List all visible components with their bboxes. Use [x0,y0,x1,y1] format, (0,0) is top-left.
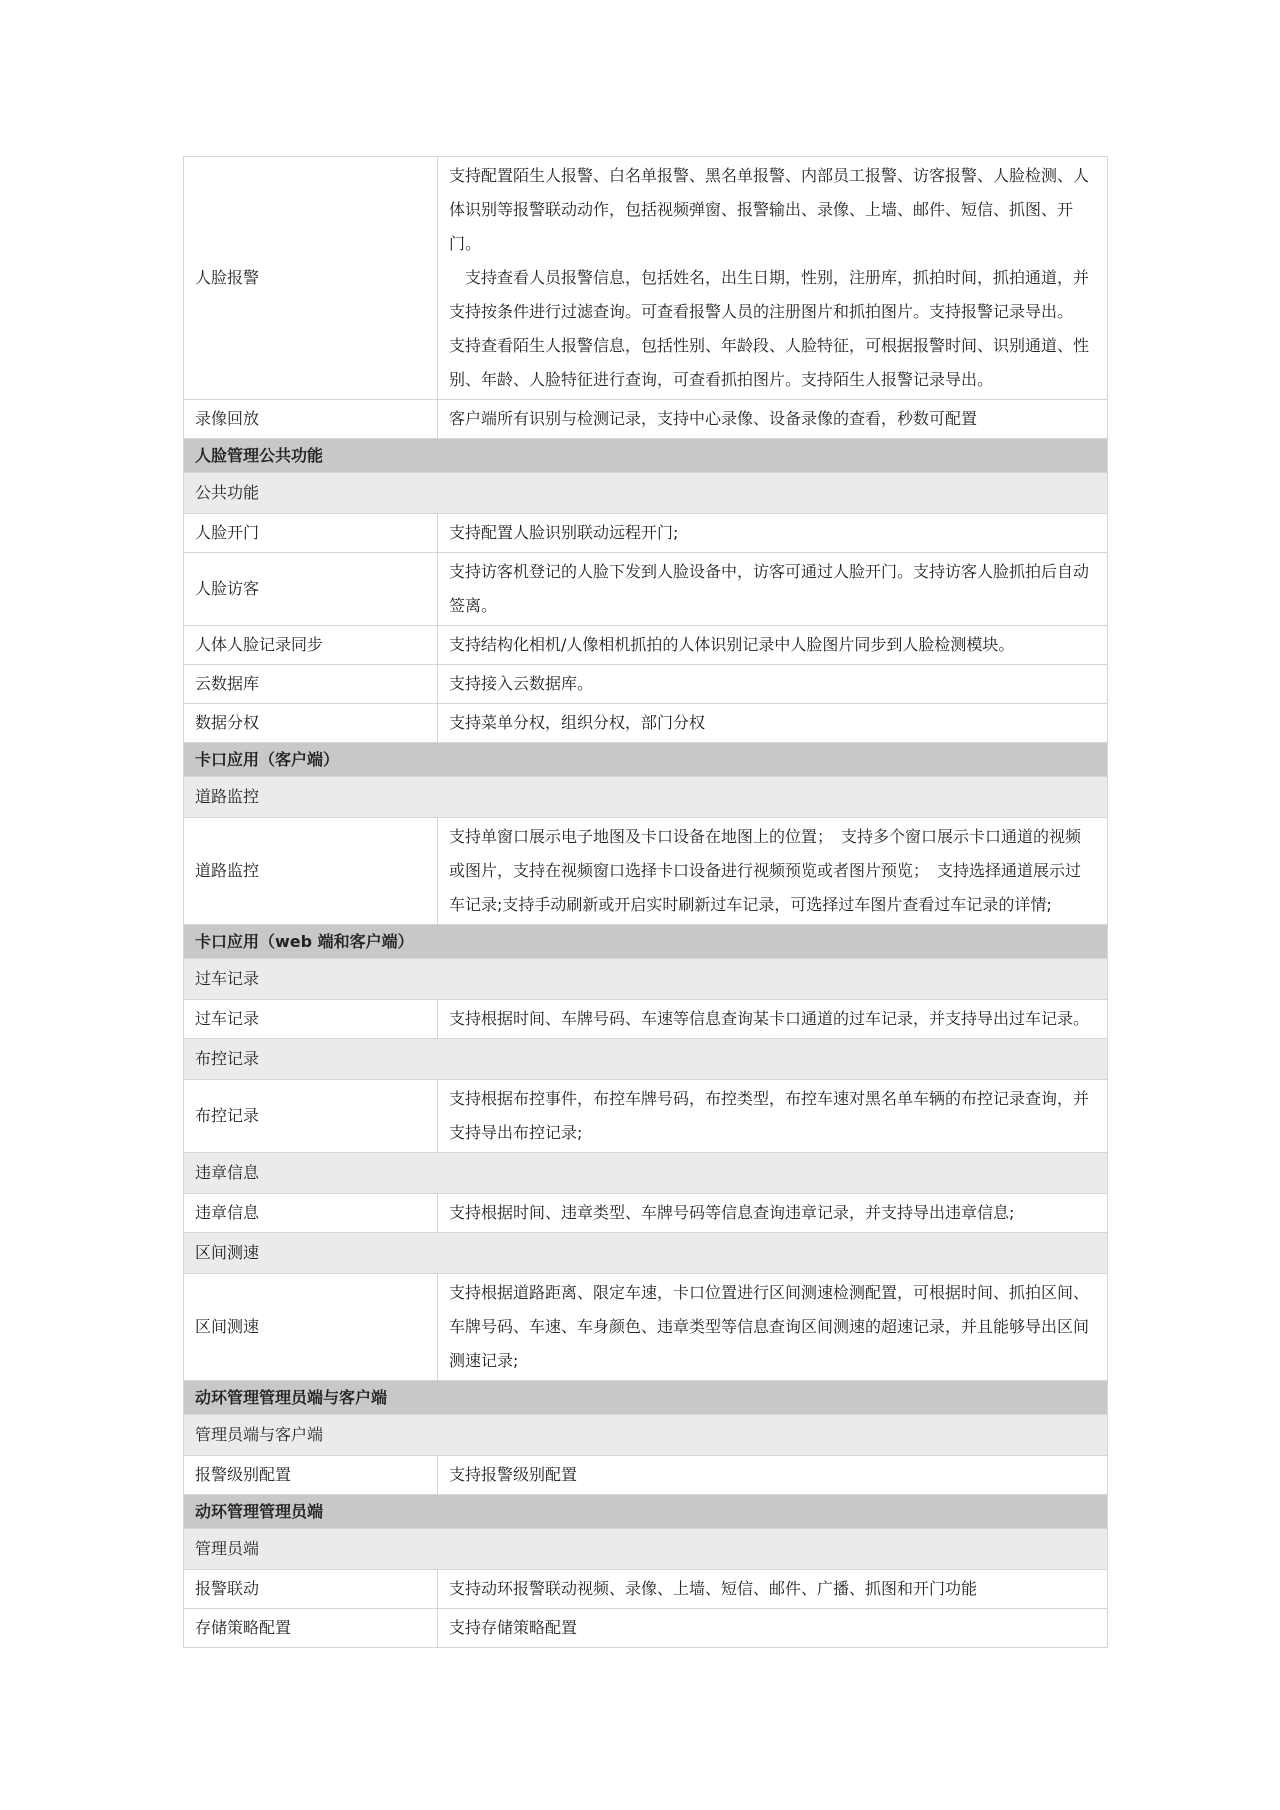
description-paragraph: 支持报警级别配置 [449,1465,578,1484]
subsection-title: 道路监控 [184,777,1108,818]
table-row [184,514,1108,553]
row-description [438,704,1108,743]
row-description [438,665,1108,704]
row-description [438,1080,1108,1153]
table-row [184,553,1108,626]
row-label: 云数据库 [184,665,438,704]
row-description [438,1000,1108,1039]
description-paragraph: 客户端所有识别与检测记录，支持中心录像、设备录像的查看，秒数可配置 [449,409,978,428]
row-description [438,514,1108,553]
row-description [438,1194,1108,1233]
row-label: 违章信息 [184,1194,438,1233]
subsection-header-row [184,959,1108,1000]
section-title: 卡口应用（web 端和客户端） [184,925,1108,959]
section-header-row [184,439,1108,473]
row-label: 录像回放 [184,400,438,439]
row-label: 人脸访客 [184,553,438,626]
row-description [438,400,1108,439]
table-row [184,665,1108,704]
spec-table-body [184,157,1108,1648]
description-paragraph: 支持存储策略配置 [449,1618,578,1637]
description-paragraph: 支持配置人脸识别联动远程开门; [449,523,679,542]
section-header-row [184,743,1108,777]
description-paragraph: 支持根据道路距离、限定车速，卡口位置进行区间测速检测配置，可根据时间、抓拍区间、车牌号码、车速、车身颜色、违章类型等信息查询区间测速的超速记录，并且能够导出区间测速记录; [449,1283,1090,1370]
subsection-header-row [184,1529,1108,1570]
description-paragraph: 支持动环报警联动视频、录像、上墙、短信、邮件、广播、抓图和开门功能 [449,1579,978,1598]
description-paragraph: 支持结构化相机/人像相机抓拍的人体识别记录中人脸图片同步到人脸检测模块。 [449,635,1015,654]
table-row [184,1570,1108,1609]
table-row [184,704,1108,743]
table-row [184,1000,1108,1039]
subsection-title: 管理员端与客户端 [184,1415,1108,1456]
spec-table [183,156,1108,1648]
subsection-title: 公共功能 [184,473,1108,514]
table-row [184,1609,1108,1648]
row-label: 人脸开门 [184,514,438,553]
section-header-row [184,1495,1108,1529]
row-description [438,157,1108,400]
row-label: 道路监控 [184,818,438,925]
table-row [184,1456,1108,1495]
subsection-title: 违章信息 [184,1153,1108,1194]
document-page [183,156,1107,1648]
subsection-title: 过车记录 [184,959,1108,1000]
description-paragraph: 支持查看陌生人报警信息，包括性别、年龄段、人脸特征，可根据报警时间、识别通道、性别、年龄、人脸特征进行查询，可查看抓拍图片。支持陌生人报警记录导出。 [449,336,1090,389]
row-description [438,1570,1108,1609]
subsection-header-row [184,1153,1108,1194]
table-row [184,818,1108,925]
row-description [438,626,1108,665]
description-paragraph: 支持根据布控事件，布控车牌号码，布控类型，布控车速对黑名单车辆的布控记录查询，并支持导出布控记录; [449,1089,1090,1142]
section-title: 人脸管理公共功能 [184,439,1108,473]
section-title: 卡口应用（客户端） [184,743,1108,777]
section-header-row [184,1381,1108,1415]
table-row [184,1274,1108,1381]
row-description [438,818,1108,925]
section-title: 动环管理管理员端 [184,1495,1108,1529]
row-label: 区间测速 [184,1274,438,1381]
subsection-title: 布控记录 [184,1039,1108,1080]
row-label: 报警级别配置 [184,1456,438,1495]
description-paragraph: 支持查看人员报警信息，包括姓名，出生日期，性别，注册库，抓拍时间，抓拍通道，并支持按条件进行过滤查询。可查看报警人员的注册图片和抓拍图片。支持报警记录导出。 [449,268,1090,321]
description-paragraph: 支持配置陌生人报警、白名单报警、黑名单报警、内部员工报警、访客报警、人脸检测、人体识别等报警联动动作，包括视频弹窗、报警输出、录像、上墙、邮件、短信、抓图、开门。 [449,166,1090,253]
row-label: 人脸报警 [184,157,438,400]
row-description [438,1609,1108,1648]
description-paragraph: 支持单窗口展示电子地图及卡口设备在地图上的位置； 支持多个窗口展示卡口通道的视频或图片，支持在视频窗口选择卡口设备进行视频预览或者图片预览； 支持选择通道展示过车记录;支持手动刷新或开启实时刷新过车记录，可选择过车图片查看过车记录的详情; [449,827,1082,914]
row-label: 存储策略配置 [184,1609,438,1648]
table-row [184,1080,1108,1153]
description-paragraph: 支持根据时间、车牌号码、车速等信息查询某卡口通道的过车记录，并支持导出过车记录。 [449,1009,1090,1028]
subsection-title: 区间测速 [184,1233,1108,1274]
row-label: 人体人脸记录同步 [184,626,438,665]
subsection-header-row [184,473,1108,514]
description-paragraph: 支持菜单分权，组织分权，部门分权 [449,713,706,732]
row-label: 布控记录 [184,1080,438,1153]
section-header-row [184,925,1108,959]
subsection-header-row [184,1233,1108,1274]
description-paragraph: 支持接入云数据库。 [449,674,594,693]
row-description [438,553,1108,626]
row-label: 数据分权 [184,704,438,743]
row-label: 过车记录 [184,1000,438,1039]
subsection-header-row [184,1415,1108,1456]
description-paragraph: 支持根据时间、违章类型、车牌号码等信息查询违章记录，并支持导出违章信息; [449,1203,1015,1222]
subsection-header-row [184,1039,1108,1080]
subsection-title: 管理员端 [184,1529,1108,1570]
row-label: 报警联动 [184,1570,438,1609]
description-paragraph: 支持访客机登记的人脸下发到人脸设备中，访客可通过人脸开门。支持访客人脸抓拍后自动签离。 [449,562,1090,615]
table-row [184,157,1108,400]
section-title: 动环管理管理员端与客户端 [184,1381,1108,1415]
table-row [184,626,1108,665]
row-description [438,1274,1108,1381]
subsection-header-row [184,777,1108,818]
table-row [184,400,1108,439]
table-row [184,1194,1108,1233]
row-description [438,1456,1108,1495]
